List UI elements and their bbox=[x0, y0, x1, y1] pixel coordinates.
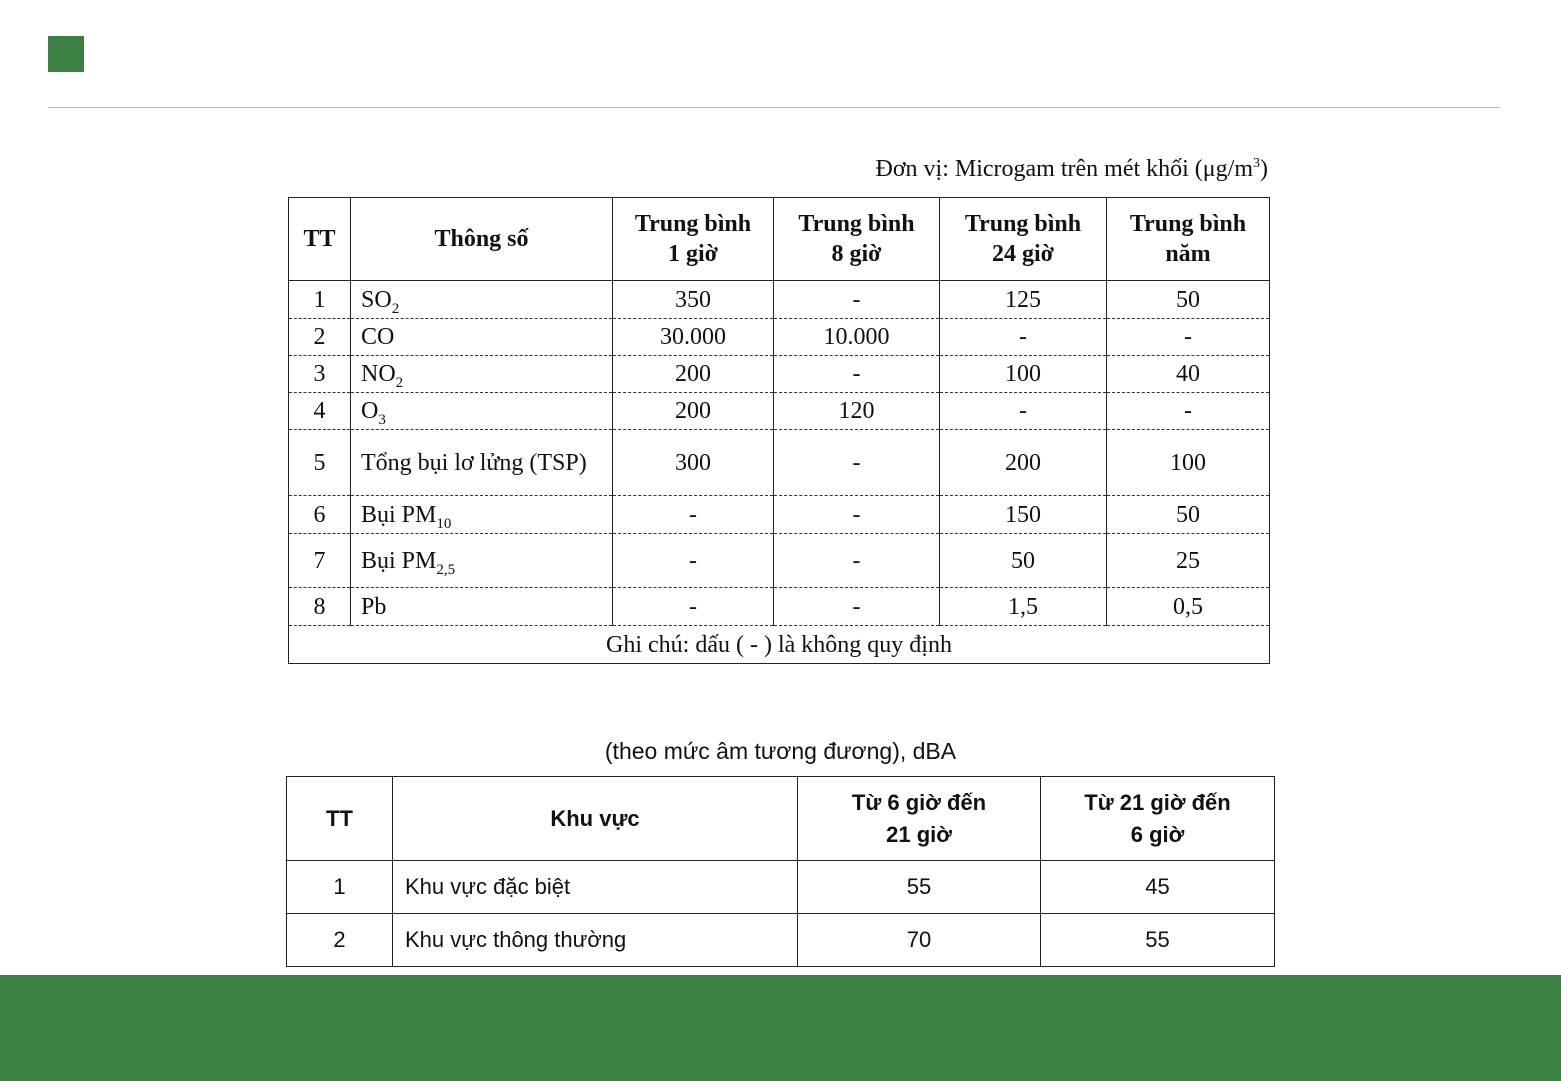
cell-tt: 6 bbox=[289, 496, 351, 534]
col-header-avg-1h: Trung bình 1 giờ bbox=[613, 198, 774, 281]
table-row bbox=[289, 496, 1270, 534]
table-row bbox=[287, 914, 1275, 967]
cell-avg-8h: 10.000 bbox=[774, 319, 940, 356]
header-divider bbox=[48, 107, 1500, 108]
cell-avg-24h: 150 bbox=[940, 496, 1107, 534]
cell-area: Khu vực đặc biệt bbox=[393, 861, 798, 914]
cell-night: 55 bbox=[1041, 914, 1275, 967]
table-row bbox=[289, 393, 1270, 430]
cell-avg-24h: - bbox=[940, 319, 1107, 356]
cell-param: $SO_2$ bbox=[351, 281, 613, 319]
col-header-avg-8h: Trung bình 8 giờ bbox=[774, 198, 940, 281]
col-header-day: Từ 6 giờ đến 21 giờ bbox=[798, 777, 1041, 861]
col-header-avg-year: Trung bình năm bbox=[1107, 198, 1270, 281]
cell-param: Tổng bụi lơ lửng (TSP) bbox=[351, 430, 613, 496]
cell-param: Pb bbox=[351, 588, 613, 626]
table-row bbox=[289, 534, 1270, 588]
cell-avg-year: 100 bbox=[1107, 430, 1270, 496]
cell-tt: 7 bbox=[289, 534, 351, 588]
noise-level-table bbox=[286, 776, 1275, 967]
cell-avg-8h: - bbox=[774, 356, 940, 393]
col-header-tt: TT bbox=[287, 777, 393, 861]
table-row bbox=[287, 861, 1275, 914]
table-row bbox=[289, 588, 1270, 626]
cell-avg-8h: - bbox=[774, 534, 940, 588]
cell-avg-8h: - bbox=[774, 496, 940, 534]
cell-tt: 5 bbox=[289, 430, 351, 496]
cell-avg-1h: 300 bbox=[613, 430, 774, 496]
cell-avg-8h: - bbox=[774, 430, 940, 496]
footer-bar bbox=[0, 975, 1561, 1081]
cell-tt: 2 bbox=[289, 319, 351, 356]
cell-avg-1h: 350 bbox=[613, 281, 774, 319]
green-square-icon bbox=[48, 36, 84, 72]
table-row bbox=[289, 281, 1270, 319]
cell-night: 45 bbox=[1041, 861, 1275, 914]
cell-tt: 8 bbox=[289, 588, 351, 626]
table1-note: Ghi chú: dấu ( - ) là không quy định bbox=[289, 626, 1270, 664]
table-row bbox=[289, 430, 1270, 496]
table1-header-row bbox=[289, 198, 1270, 281]
cell-avg-year: - bbox=[1107, 393, 1270, 430]
table1-unit-caption: Đơn vị: Microgam trên mét khối $(\mu g/m^3)$ bbox=[875, 156, 1268, 182]
table2-header-row bbox=[287, 777, 1275, 861]
cell-param: Bụi $PM_{2,5}$ bbox=[351, 534, 613, 588]
cell-avg-24h: 50 bbox=[940, 534, 1107, 588]
cell-avg-24h: 125 bbox=[940, 281, 1107, 319]
cell-avg-1h: - bbox=[613, 588, 774, 626]
cell-param: Bụi $PM_{10}$ bbox=[351, 496, 613, 534]
col-header-night: Từ 21 giờ đến 6 giờ bbox=[1041, 777, 1275, 861]
cell-avg-year: 0,5 bbox=[1107, 588, 1270, 626]
cell-tt: 1 bbox=[287, 861, 393, 914]
cell-avg-24h: 1,5 bbox=[940, 588, 1107, 626]
table2-caption: (theo mức âm tương đương), dBA bbox=[604, 738, 957, 764]
cell-avg-8h: 120 bbox=[774, 393, 940, 430]
cell-avg-1h: - bbox=[613, 534, 774, 588]
cell-tt: 2 bbox=[287, 914, 393, 967]
col-header-tt: TT bbox=[289, 198, 351, 281]
table-row bbox=[289, 319, 1270, 356]
cell-area: Khu vực thông thường bbox=[393, 914, 798, 967]
cell-tt: 3 bbox=[289, 356, 351, 393]
col-header-avg-24h: Trung bình 24 giờ bbox=[940, 198, 1107, 281]
cell-day: 70 bbox=[798, 914, 1041, 967]
cell-avg-year: 50 bbox=[1107, 281, 1270, 319]
table-row bbox=[289, 356, 1270, 393]
table1-note-row bbox=[289, 626, 1270, 664]
cell-param: $NO_2$ bbox=[351, 356, 613, 393]
col-header-param: Thông số bbox=[351, 198, 613, 281]
cell-avg-8h: - bbox=[774, 281, 940, 319]
cell-tt: 4 bbox=[289, 393, 351, 430]
cell-avg-1h: 200 bbox=[613, 393, 774, 430]
cell-avg-1h: 200 bbox=[613, 356, 774, 393]
cell-avg-1h: 30.000 bbox=[613, 319, 774, 356]
cell-avg-1h: - bbox=[613, 496, 774, 534]
cell-avg-24h: 100 bbox=[940, 356, 1107, 393]
cell-param: $O_3$ bbox=[351, 393, 613, 430]
cell-avg-year: 50 bbox=[1107, 496, 1270, 534]
cell-day: 55 bbox=[798, 861, 1041, 914]
cell-avg-year: - bbox=[1107, 319, 1270, 356]
col-header-area: Khu vực bbox=[393, 777, 798, 861]
cell-param: CO bbox=[351, 319, 613, 356]
cell-tt: 1 bbox=[289, 281, 351, 319]
cell-avg-24h: 200 bbox=[940, 430, 1107, 496]
cell-avg-24h: - bbox=[940, 393, 1107, 430]
cell-avg-8h: - bbox=[774, 588, 940, 626]
air-quality-table bbox=[288, 197, 1270, 664]
cell-avg-year: 25 bbox=[1107, 534, 1270, 588]
cell-avg-year: 40 bbox=[1107, 356, 1270, 393]
